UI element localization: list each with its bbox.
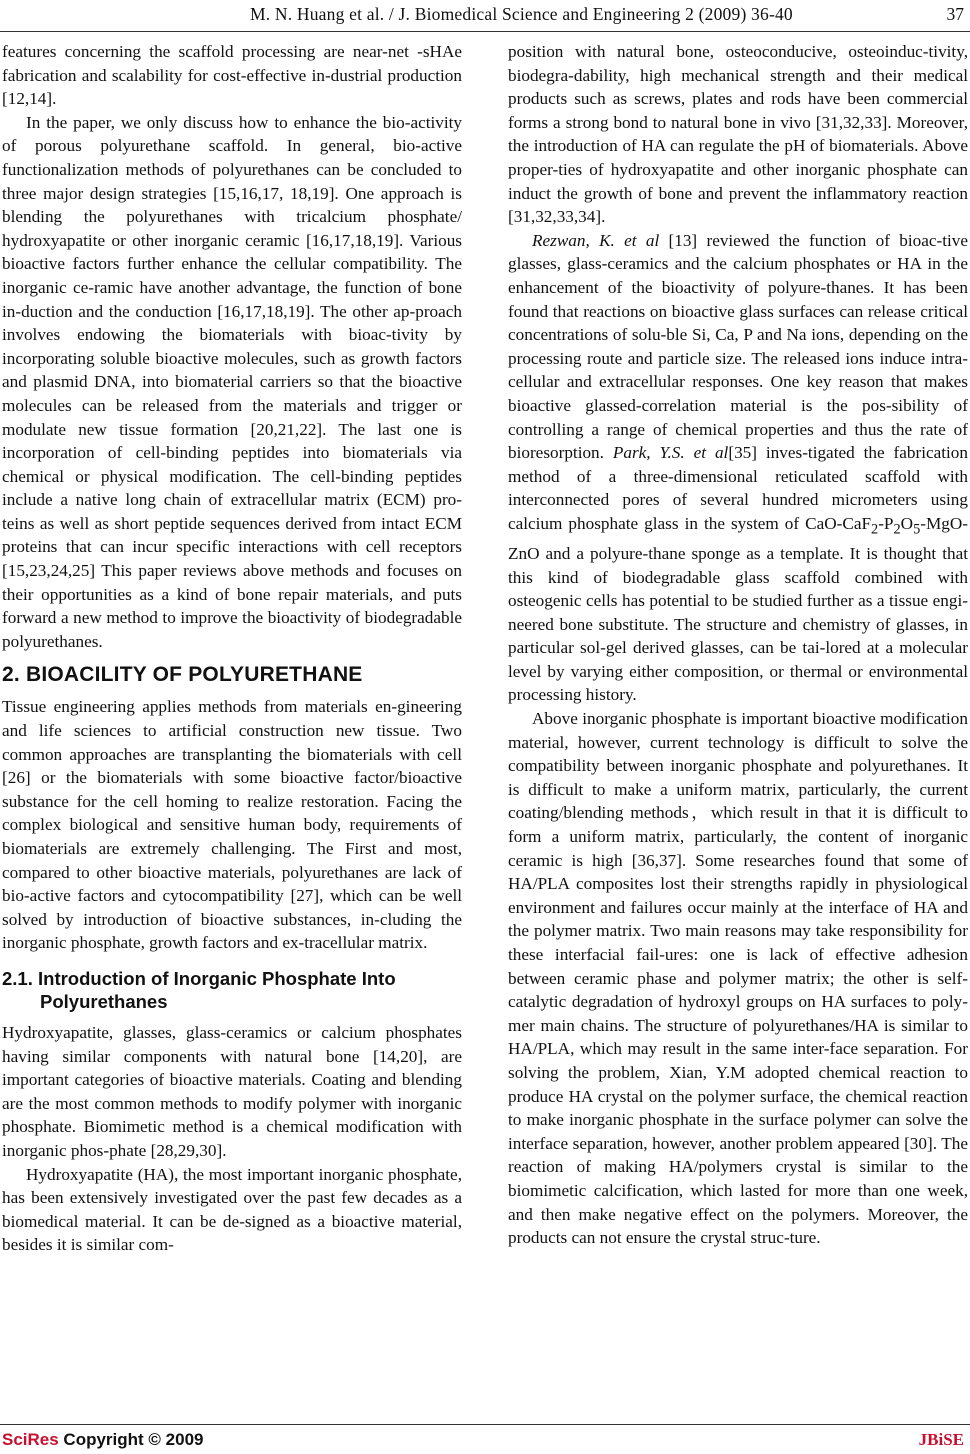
paragraph: Hydroxyapatite (HA), the most important inorganic phosphate, has been extensively investigated over the past few decades as a biomedical material. It can be de-signed as a bioactive material, besides it is similar com- (2, 1164, 462, 1255)
subscript: 2 (871, 521, 879, 538)
right-column (508, 40, 968, 1250)
running-title: M. N. Huang et al. / J. Biomedical Science and Engineering 2 (2009) 36-40 (250, 4, 793, 24)
copyright-notice (2, 1430, 204, 1450)
copyright-text: Copyright © 2009 (58, 1430, 204, 1449)
subsection-heading: 2.1. Introduction of Inorganic Phosphate Into Polyurethanes (2, 967, 396, 1012)
paragraph-text: O (900, 513, 914, 533)
paragraph-text: [13] reviewed the function of bioac-tive glasses, glass-ceramics and the calcium phosphates or HA in the enhancement of the bioactivity of polyure-thanes. It has been found that reactions on bioactive glass surfaces can release critical concentrations of solu-ble Si, Ca, P and Na ions, depending on the processing route and particle size. The released ions induce intra-cellular and extracellular responses. One key reason that makes bioactive glassed-correlation material is the pos-sibility of controlling a range of chemical properties and thus the rate of bioresorption. (508, 230, 968, 463)
page-number: 37 (946, 4, 964, 24)
page-footer (0, 1420, 970, 1454)
journal-logo: JBiSE (918, 1430, 964, 1449)
publisher-logo: SciRes (2, 1430, 59, 1449)
subscript: 2 (893, 521, 901, 538)
author-citation: Park, Y.S. et al (612, 443, 729, 463)
left-column (2, 40, 462, 1257)
section-heading: 2. BIOACILITY OF POLYURETHANE (2, 663, 363, 687)
paragraph: In the paper, we only discuss how to enhance the bio-activity of porous polyurethane scaffold. In general, bio-active functionalization methods of polyurethanes can be concluded to three major design strategies [15,16,17, 18,19]. One approach is blending the polyurethanes with tricalcium phosphate/ hydroxyapatite or other inorganic ceramic [16,17,18,19]. Various bioactive factors further enhance the cellular compatibility. The inorganic ce-ramic have another advantage, the function of bone in-duction and the conduction [16,17,18,19]. The other ap-proach involves endowing the biomaterials with bioac-tivity by incorporating soluble bioactive molecules, such as growth factors and plasmid DNA, into biomaterial carriers so that the bioactive molecules can be released from the materials and trigger or modulate new tissue formation [20,21,22]. The last one is incorporation of cell-binding peptides into biomaterials via chemical or physical modification. The cell-binding peptides include a native long chain of extracellular matrix (ECM) pro-teins as well as short peptide sequences derived from intact ECM proteins that can incur specific interactions with cell receptors [15,23,24,25] This paper reviews above methods and focuses on their opportunities as a kind of bone repair materials, and puts forward a new method to improve the bioactivity of biodegradable polyurethanes. (2, 112, 462, 651)
paragraph: Tissue engineering applies methods from materials en-gineering and life sciences to artificial construction new tissue. Two common approaches are transplanting the biomaterials with cell [26] or the biomaterials with some bioactive factor/bioactive substance for the cell homing to realize restoration. Facing the complex biological and sensitive human body, requirements of biomaterials are extremely challenging. The First and most, compared to other bioactive materials, polyurethanes are lack of bio-active factors and cytocompatibility [27], which can be well solved by introduction of bioactive substances, in-cluding the inorganic phosphate, growth factors and ex-tracellular matrix. (2, 697, 462, 953)
paragraph-text: [35] inves-tigated the fabrication method of a three-dimensional reticulated scaffold with interconnected pores of several hundred micrometers using calcium phosphate glass in the system of CaO-CaF (508, 443, 968, 533)
page-header (0, 4, 970, 28)
author-citation: Rezwan, K. et al (532, 230, 660, 250)
paragraph: Above inorganic phosphate is important bioactive modification material, however, current technology is difficult to solve the compatibility between inorganic phosphate and polyurethanes. It is difficult to make a uniform matrix, particularly, the current coating/blending methods，which result in that it is difficult to form a uniform matrix, particularly, the content of inorganic ceramic is high [36,37]. Some researches found that some of HA/PLA composites lost their strengths rapidly in physiological environment and failures occur mainly at the interface of HA and the polymer matrix. Two main reasons may take responsibility for these interfacial fail-ures: one is lack of effective adhesion between ceramic phase and polymer matrix; the other is self-catalytic degradation of hydroxyl groups on HA surfaces to poly-mer main chains. The structure of polyurethanes/HA is similar to HA/PLA, which may result in the same inter-face separation. For solving the problem, Xian, Y.M adopted chemical reaction to produce HA crystal on the polymer surface, the chemical reaction to make inorganic phosphate in the surface polymer can solve the interface separation, however, another problem appeared [30]. The reaction of making HA/polymers crystal is similar to the biomimetic calcification, which lasted for more than one week, and then make negative effect on the polymers. Moreover, the products can not ensure the crystal struc-ture. (508, 709, 968, 1248)
subscript: 5 (913, 521, 921, 538)
paragraph: Hydroxyapatite, glasses, glass-ceramics or calcium phosphates having similar components with natural bone [14,20], are important categories of bioactive materials. Coating and blending are the most common methods to modify polymer with inorganic phosphate. Biomimetic method is a chemical modification with inorganic phos-phate [28,29,30]. (2, 1022, 462, 1160)
paragraph: position with natural bone, osteoconducive, osteoinduc-tivity, biodegra-dability, high mechanical strength and their medical products such as screws, plates and rods have been commercial forms a strong bond to natural bone in vivo [31,32,33]. Moreover, the introduction of HA can regulate the pH of biomaterials. Above proper-ties of hydroxyapatite and other inorganic phosphate can induct the growth of bone and prevent the inflammatory reaction [31,32,33,34]. (508, 42, 968, 227)
footer-rule (0, 1424, 970, 1425)
paragraph: features concerning the scaffold processing are near-net -sHAe fabrication and scalability for cost-effective in-dustrial production [12,14]. (2, 42, 462, 109)
paragraph-text: -MgO-ZnO and a polyure-thane sponge as a template. It is thought that this kind of biodegradable glass scaffold combined with osteogenic cells has potential to be studied further as a tissue engi-neered bone substitute. The structure and chemistry of glasses, in particular sol-gel derived glasses, can be tai-lored at a molecular level by varying either composition, or thermal or environmental processing history. (508, 513, 968, 705)
paragraph-text: -P (878, 513, 894, 533)
paragraph (508, 229, 968, 707)
header-rule (0, 31, 970, 32)
